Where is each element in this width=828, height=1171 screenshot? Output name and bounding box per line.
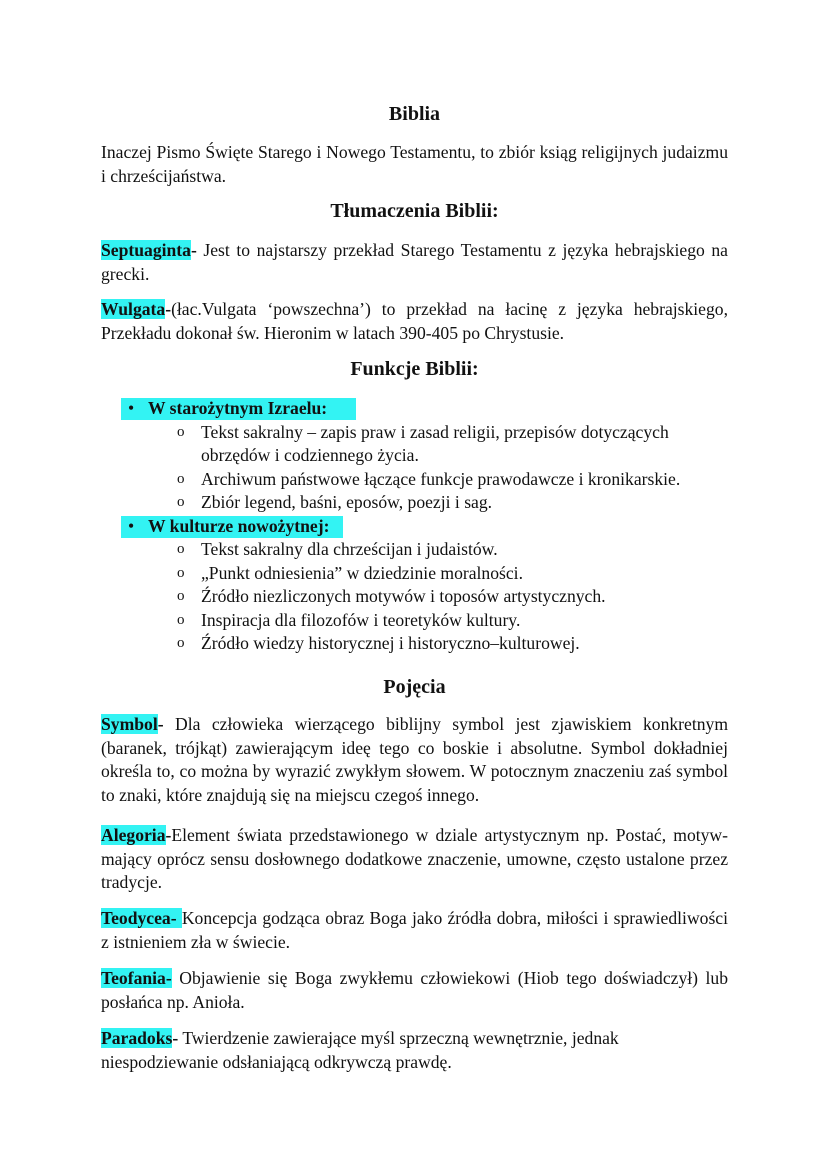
bullet-circle-icon: o	[177, 494, 185, 510]
definition-text: (łac.Vulgata ‘powszechna’) to przekład na łacinę z języka hebrajskiego, Przekładu dokonał św. Hieronim w latach 390-405 po Chrystusie.	[101, 299, 728, 343]
list-item-text: Źródło wiedzy historycznej i historyczno–kulturowej.	[201, 633, 580, 653]
list-item	[101, 632, 728, 656]
group-label: W kulturze nowożytnej:	[148, 515, 330, 536]
term: Teodycea-	[101, 908, 182, 928]
term-separator: -	[165, 299, 172, 319]
bullet-circle-icon: o	[177, 588, 185, 604]
group-modern-culture	[101, 515, 728, 539]
list-item	[101, 585, 728, 609]
list-item-text: Zbiór legend, baśni, eposów, poezji i sag.	[201, 492, 493, 512]
intro-paragraph: Inaczej Pismo Święte Starego i Nowego Testamentu, to zbiór ksiąg religijnych judaizmu i chrześcijaństwa.	[101, 142, 728, 186]
bullet-disc-icon: •	[128, 515, 135, 536]
functions-list	[101, 397, 728, 656]
definition-teofania	[101, 967, 728, 1014]
list-item-text: Tekst sakralny – zapis praw i zasad religii, przepisów dotyczących obrzędów i codziennego życia.	[201, 421, 669, 465]
functions-heading: Funkcje Biblii:	[350, 358, 479, 380]
bullet-circle-icon: o	[177, 635, 185, 651]
definition-wulgata	[101, 298, 728, 345]
page-title: Biblia	[388, 103, 441, 125]
definition-text: Element świata przedstawionego w dziale artystycznym np. Postać, motyw- mający oprócz sensu dosłownego dodatkowe znaczenie, umowne, często ustalone przez tradycje.	[101, 825, 728, 892]
definition-text: Objawienie się Boga zwykłemu człowiekowi (Hiob tego doświadczył) lub posłańca np. Anioła.	[101, 968, 728, 1012]
definition-septuaginta	[101, 239, 728, 286]
bullet-circle-icon: o	[177, 611, 185, 628]
term: Septuaginta	[101, 240, 191, 260]
definition-text: Twierdzenie zawierające myśl sprzeczną wewnętrznie, jednak niespodziewanie odsłaniającą odkrywczą prawdę.	[101, 1028, 619, 1072]
term: Wulgata	[101, 299, 166, 319]
bullet-disc-icon: •	[128, 398, 135, 418]
definition-text: Dla człowieka wierzącego biblijny symbol jest zjawiskiem konkretnym (baranek, trójkąt) zawierającym ideę tego co boskie i absolutne. Symbol dokładniej określa to, co można by wyrazić zwykłym słowem. W potocznym znaczeniu zaś symbol to znaki, które znajdują się na miejscu czegoś innego.	[101, 714, 728, 805]
bullet-circle-icon: o	[177, 541, 185, 557]
translations-heading: Tłumaczenia Biblii:	[330, 200, 499, 222]
definition-paradoks	[101, 1027, 688, 1074]
definition-alegoria	[101, 824, 728, 895]
list-item	[101, 468, 728, 492]
list-item-text: Źródło niezliczonych motywów i toposów artystycznych.	[201, 586, 606, 606]
list-item	[101, 421, 728, 468]
term: Teofania-	[101, 968, 172, 988]
term-separator: -	[172, 1028, 179, 1048]
bullet-circle-icon: o	[177, 564, 185, 581]
definition-teodycea	[101, 907, 728, 954]
list-item	[101, 491, 728, 515]
list-item	[101, 538, 728, 562]
term: Alegoria	[101, 825, 166, 845]
group-label: W starożytnym Izraelu:	[148, 398, 328, 418]
list-item	[101, 609, 728, 633]
list-item-text: Tekst sakralny dla chrześcijan i judaistów.	[201, 539, 498, 559]
list-item-text: Archiwum państwowe łączące funkcje prawodawcze i kronikarskie.	[201, 468, 681, 489]
term-separator: -	[165, 825, 172, 845]
term: Symbol	[101, 714, 158, 734]
bullet-circle-icon: o	[177, 423, 185, 440]
definition-symbol	[101, 713, 728, 807]
term-separator: -	[190, 240, 197, 260]
list-item	[101, 562, 728, 586]
concepts-heading: Pojęcia	[383, 676, 446, 698]
term: Paradoks	[101, 1028, 173, 1048]
group-ancient-israel	[101, 397, 728, 421]
list-item-text: Inspiracja dla filozofów i teoretyków kultury.	[201, 609, 521, 630]
term-separator: -	[157, 714, 164, 734]
definition-text: Koncepcja godząca obraz Boga jako źródła dobra, miłości i sprawiedliwości z istnieniem zła w świecie.	[101, 908, 728, 952]
list-item-text: „Punkt odniesienia” w dziedzinie moralności.	[201, 562, 523, 583]
bullet-circle-icon: o	[177, 470, 185, 487]
definition-text: Jest to najstarszy przekład Starego Testamentu z języka hebrajskiego na grecki.	[101, 240, 728, 284]
